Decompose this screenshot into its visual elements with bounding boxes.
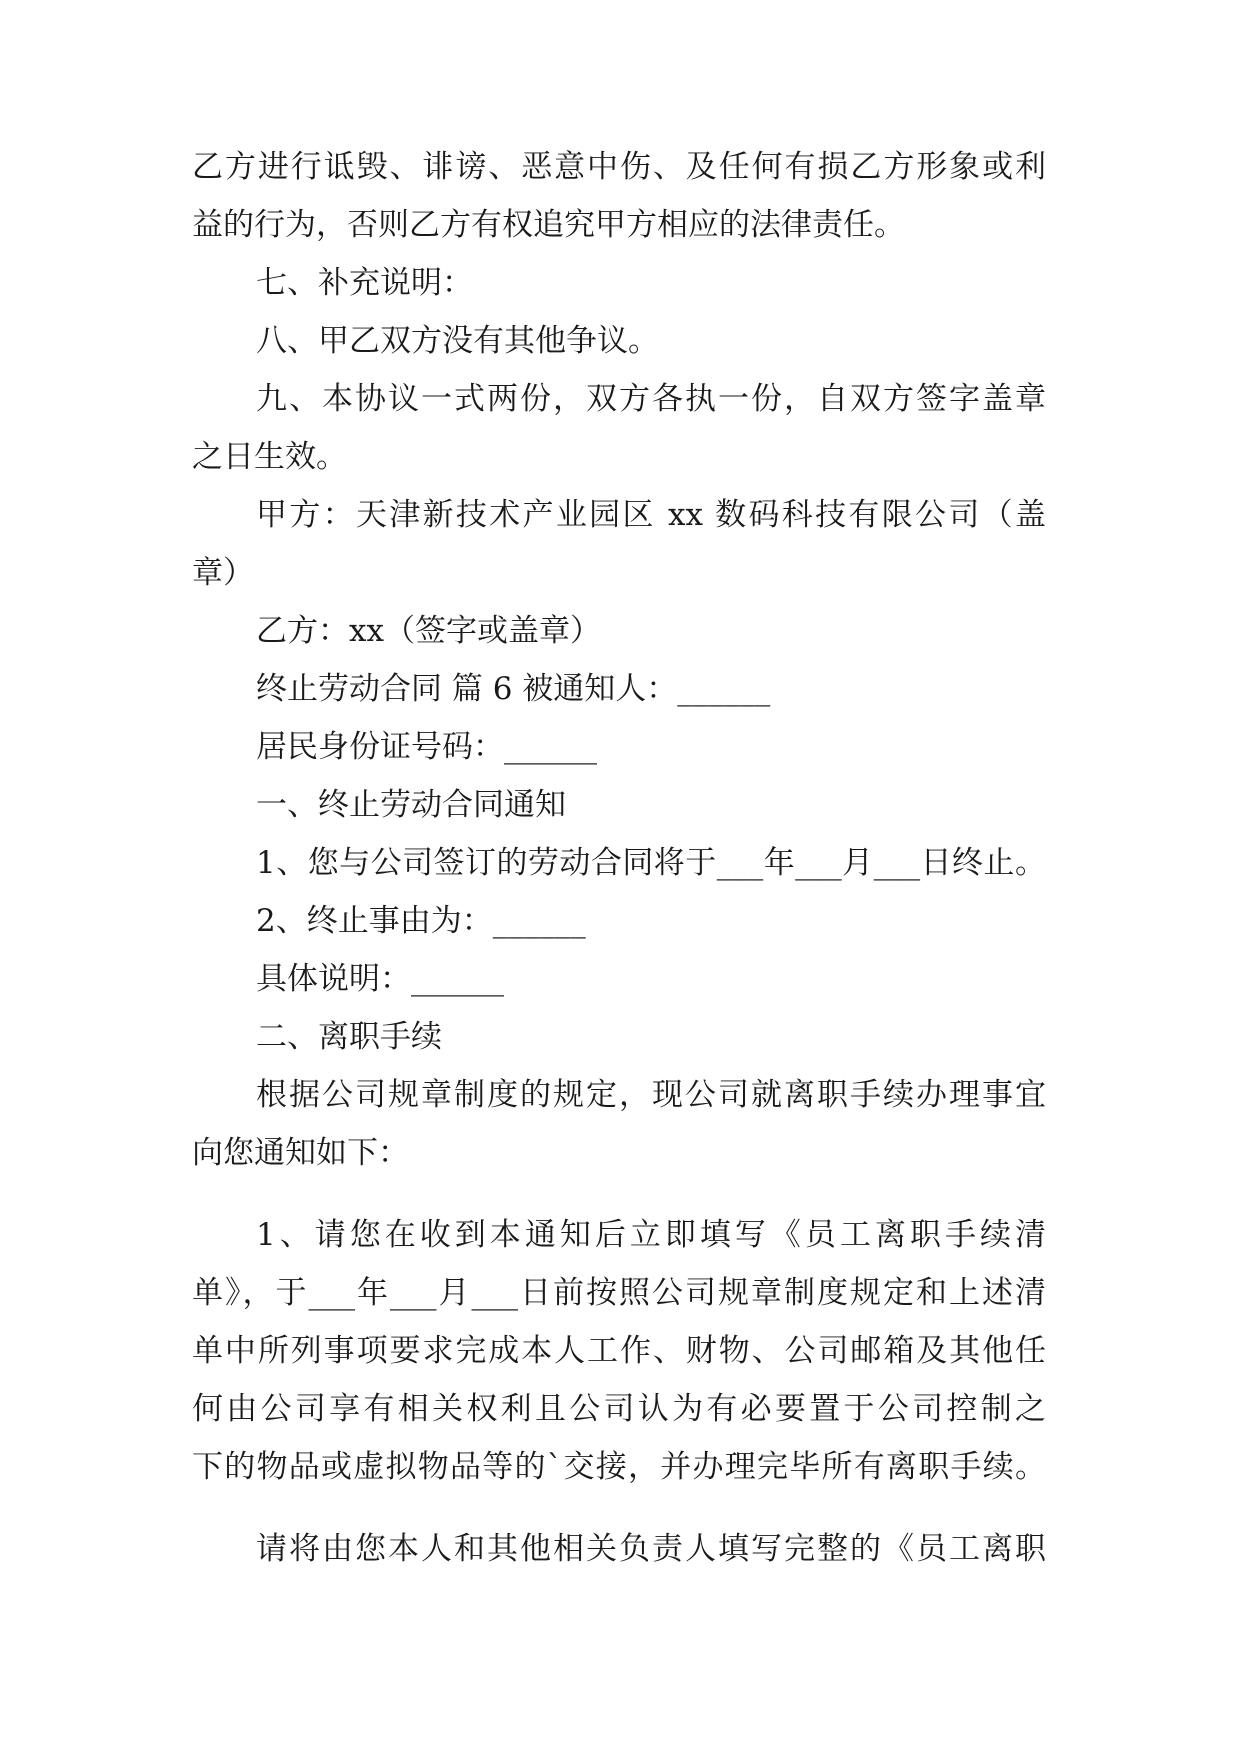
text-line: 具体说明：______ — [256, 961, 504, 997]
text-line: 下的物品或虚拟物品等的`交接，并办理完毕所有离职手续。 — [192, 1449, 1046, 1485]
text-line: 单中所列事项要求完成本人工作、财物、公司邮箱及其他任 — [192, 1333, 1046, 1369]
text-line: 2、终止事由为：______ — [256, 903, 586, 939]
text-line: 1、请您在收到本通知后立即填写《员工离职手续清 — [256, 1217, 1046, 1253]
text-line: 之日生效。 — [192, 439, 347, 475]
text-line: 1、您与公司签订的劳动合同将于___年___月___日终止。 — [256, 845, 1046, 881]
text-line: 九、本协议一式两份，双方各执一份，自双方签字盖章 — [256, 381, 1046, 417]
section-heading: 二、离职手续 — [256, 1019, 442, 1055]
section-heading: 一、终止劳动合同通知 — [256, 787, 566, 823]
text-line: 向您通知如下： — [192, 1135, 409, 1171]
text-line: 八、甲乙双方没有其他争议。 — [256, 323, 659, 359]
text-line: 章） — [192, 555, 254, 591]
notice-title-line: 终止劳动合同 篇 6 被通知人：______ — [256, 671, 771, 707]
text-line: 何由公司享有相关权利且公司认为有必要置于公司控制之 — [192, 1391, 1046, 1427]
text-line: 乙方进行诋毁、诽谤、恶意中伤、及任何有损乙方形象或利 — [192, 149, 1046, 185]
party-b-line: 乙方：xx（签字或盖章） — [256, 613, 601, 649]
text-line: 请将由您本人和其他相关负责人填写完整的《员工离职 — [256, 1531, 1046, 1567]
text-line: 根据公司规章制度的规定，现公司就离职手续办理事宜 — [256, 1077, 1046, 1113]
party-a-line: 甲方：天津新技术产业园区 xx 数码科技有限公司（盖 — [256, 497, 1046, 533]
text-line: 单》，于___年___月___日前按照公司规章制度规定和上述清 — [192, 1275, 1046, 1311]
text-line: 益的行为，否则乙方有权追究甲方相应的法律责任。 — [192, 207, 905, 243]
section-heading: 七、补充说明： — [256, 265, 473, 301]
id-number-line: 居民身份证号码：______ — [256, 729, 597, 765]
